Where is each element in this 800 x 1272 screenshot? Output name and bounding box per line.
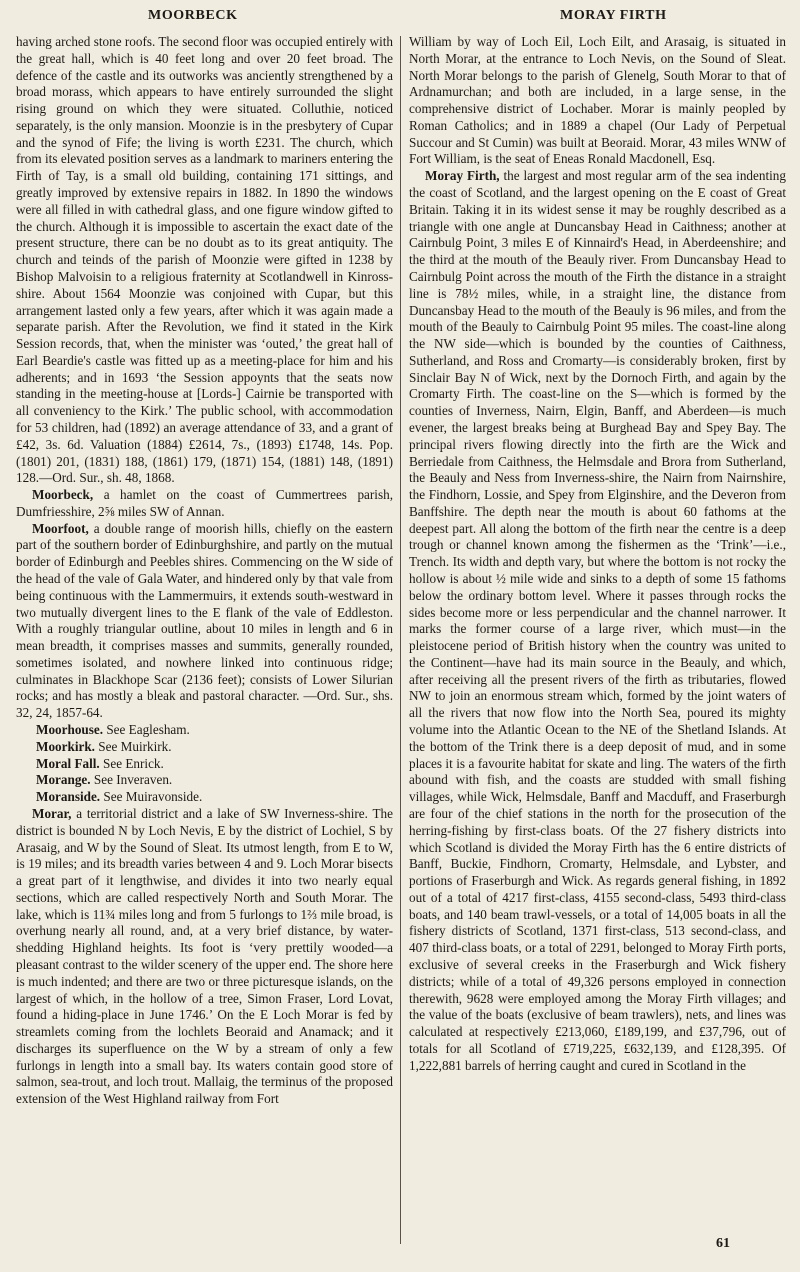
entry-moral-fall [16,756,393,773]
entry-headword: Moorfoot, [32,520,89,536]
page-number: 61 [716,1236,730,1251]
entry-moray-firth [409,168,786,1074]
morar-continuation: William by way of Loch Eil, Loch Eilt, and Arasaig, is situated in North Morar, at the entrance to Loch Nevis, on the Sound of Sleat. North Morar belongs to the parish of Glenelg, South Morar to that of Ardnamurchan; and both are included, in a large sense, in the comprehensive district of Lochaber. Morar is mainly peopled by Roman Catholics; and in 1889 a chapel (Our Lady of Perpetual Succour and St Cumin) was built at Beoraid. Morar, 43 miles WNW of Fort William, is the seat of Eneas Ronald Macdonell, Esq. [409,34,786,167]
cross-reference: See Eaglesham. [103,722,190,738]
entry-headword: Moral Fall. [36,755,100,771]
entry-headword: Moray Firth, [425,168,500,184]
column-divider [400,36,401,1244]
entry-headword: Moorhouse. [36,722,104,738]
header-right-title: MORAY FIRTH [560,8,667,23]
entry-text: a territorial district and a lake of SW Inverness-shire. The district is bounded N by Loch Nevis, E by the district of Lochiel, S by Arasaig, and W by the Sound of Sleat. Its utmost length, from E to W, is 19 miles; and its breadth varies between 4 and 9. Loch Morar bisects a great part of it lengthwise, and divides it into two nearly equal sections, which are called respectively North and South Morar. The lake, which is 11¾ miles long and from 5 furlongs to 1⅔ mile broad, is overhung nearly all round, and, at a very brief distance, by water-shedding Highland heights. Its foot is ‘very prettily wooded—a pleasant contrast to the wilder scenery of the upper end. The shore here is much indented; and there are two or three picturesque islands, on the largest of which, in the hollow of a tree, Simon Fraser, Lord Lovat, found a hiding-place in June 1746.’ On the E Loch Morar is fed by streamlets coming from the lochlets Beoraid and Anamack; and it discharges its superfluence on the W by a stream of only a few furlongs in length into a small bay. Its waters contain good store of salmon, sea-trout, and loch trout. Mallaig, the terminus of the proposed extension of the West Highland railway from Fort [16,805,393,1107]
entry-moorfoot [16,521,393,722]
right-column [409,34,786,1074]
cross-reference: See Inveraven. [90,772,173,788]
entry-text: a double range of moorish hills, chiefly on the eastern part of the southern border of Edinburghshire, and partly on the mutual border of Edinburgh and Peebles shires. Commencing on the W side of the head of the vale of Gala Water, and hindered only by that vale from being continuous with the Lammermuirs, it extends south-westward in two mutually divergent lines to the E flank of the vale of Eddleston. With a roughly triangular outline, about 10 miles in length and 6 in mean breadth, it comprises masses and summits, generally rounded, sometimes isolated, and nowhere linked into continuous ridge; culminates in Blackhope Scar (2136 feet); consists of Lower Silurian rocks; and has mostly a bleak and pastoral character. —Ord. Sur., shs. 32, 24, 1857-64. [16,520,393,721]
header-left-title: MOORBECK [148,8,238,23]
entry-headword: Morar, [32,805,72,821]
cross-reference: See Enrick. [99,755,164,771]
entry-moorbeck [16,487,393,521]
entry-headword: Moorkirk. [36,738,95,754]
moonzie-continuation: having arched stone roofs. The second floor was occupied entirely with the great hall, which is 40 feet long and over 20 feet broad. The defence of the castle and its outworks was anciently strengthened by a broad morass, which appears to have entirely surrounded the slight rising ground on which they were situated. Colluthie, noticed separately, is the only mansion. Moonzie is in the presbytery of Cupar and the synod of Fife; the living is worth £231. The church, which from its elevated position serves as a landmark to mariners entering the Firth of Tay, is a small old building, containing 171 sittings, and greatly improved by extensive repairs in 1882. In 1890 the windows were all filled in with cathedral glass, and one figure window gifted to the church. Although it is impossible to ascertain the exact date of the present structure, there can be no doubt as to its great antiquity. The church and teinds of the parish of Moonzie were gifted in 1238 by Bishop Malvoisin to a religious fraternity at Scotlandwell in Kinross-shire. About 1564 Moonzie was conjoined with Cupar, but this arrangement lasted only a few years, after which it was again made a separate parish. After the Revolution, we find it stated in the Kirk Session records, that, when the minister was ‘outed,’ the great hall of Earl Beardie's castle was fitted up as a meeting-place for him and his adherents; and in 1693 ‘the Session appoynts that the seats now standing in the meeting-house at [Lords-] Cairnie be transported with all conveniency to the Kirk.’ The public school, with accommodation for 53 children, had (1892) an average attendance of 33, and a grant of £42, 3s. 6d. Valuation (1884) £2614, 7s., (1893) £1748, 14s. Pop. (1801) 201, (1831) 188, (1861) 179, (1871) 154, (1881) 148, (1891) 128.—Ord. Sur., sh. 48, 1868. [16,34,393,486]
cross-reference: See Muirkirk. [94,738,172,754]
entry-morar [16,806,393,1108]
entry-headword: Morange. [36,772,91,788]
entry-morange [16,772,393,789]
entry-headword: Moranside. [36,789,101,805]
entry-headword: Moorbeck, [32,487,94,503]
entry-moorhouse [16,722,393,739]
entry-text: the largest and most regular arm of the sea indenting the coast of Scotland, and the largest opening on the E coast of Great Britain. Taking it in its widest sense it may be roughly described as a triangle with one angle at Duncansbay Head in Caithness; another at Cairnbulg Point, 3 miles E of Kinnaird's Head, in Aberdeenshire; and the third at the mouth of the Beauly river. From Duncansbay Head to Cairnbulg Point across the mouth of the Firth the distance in a straight line is 78½ miles, while, in a straight line, the distance from Duncansbay Head to the mouth of the Beauly is 96 miles, and from the mouth of the Beauly to Cairnbulg Point 95 miles. The coast-line along the NW side—which is bounded by the counties of Caithness, Sutherland, and Ross and Cromarty—is considerably broken, first by Sinclair Bay N of Wick, next by the Dornoch Firth, and again by the Cromarty Firth. The coast-line on the S—which is formed by the counties of Inverness, Nairn, Elgin, Banff, and Aberdeen—is much evener, the largest breaks being at Burghead Bay and Spey Bay. The principal rivers flowing directly into the firth are the Wick and Berriedale from Caithness, the Helmsdale and Brora from Sutherland, the Beauly and Ness from Inverness-shire, the Nairn from Nairnshire, the Findhorn, Lossie, and Spey from Elginshire, and the Deveron from Banffshire. The depth near the mouth is about 60 fathoms at the deepest part. All along the bottom of the firth near the centre is a deep trough or channel known among the fishermen as the ‘Trink’—i.e., Trench. Its width and depth vary, but where the bottom is not rocky the hollow is about ½ mile wide and sinks to a depth of some 15 fathoms below the ordinary bottom level. Where it passes through rocks the sides become more or less perpendicular and the channel narrower. It marks the former course of a large river, which must—in the pleistocene period of British history when the country was united to the Continent—have had its main source in the Beauly, and which, after receiving all the present rivers of the firth as tributaries, flowed NW to join an enormous stream which, formed by the joint waters of all the rivers that now flow into the North Sea, poured its mighty volume into the Atlantic Ocean to the NE of the Shetland Islands. At the bottom of the Trink there is a deep deposit of mud, and in some places it is a favourite habitat for skate and ling. The waters of the firth abound with fish, and the coasts are studded with small fishing villages, while Wick, Helmsdale, Banff and Macduff, and Fraserburgh are four of the chief stations in the north for the prosecution of the herring-fishing by first-class boats. Of the 27 fishery districts into which Scotland is divided the Moray Firth has the 6 entire districts of Banff, Buckie, Findhorn, Cromarty, Helmsdale, and Lybster, and portions of Fraserburgh and Wick. As regards general fishing, in 1892 out of a total of 4217 first-class, 4155 second-class, 5493 third-class boats, and 140 beam trawl-vessels, or a total of 14,005 boats in all the fishery districts of Scotland, 1371 first-class, 513 second-class, and 407 third-class boats, or a total of 2291, belonged to Moray Firth ports, exclusive of several creeks in the Fraserburgh and Wick fishery districts; while of a total of 49,326 persons employed in connection therewith, 9628 were employed among the Moray Firth villages; and the value of the boats (exclusive of beam trawlers), nets, and lines was calculated at respectively £213,060, £189,199, and £37,796, out of totals for all Scotland of £719,225, £632,139, and £128,395. Of 1,222,881 barrels of herring caught and cured in Scotland in the [409,168,786,1073]
cross-reference: See Muiravonside. [100,789,203,805]
entry-moranside [16,789,393,806]
entry-moorkirk [16,739,393,756]
entry-text: a hamlet on the coast of Cummertrees parish, Dumfriesshire, 2⅝ miles SW of Annan. [16,487,393,519]
running-header [0,8,800,30]
left-column [16,34,393,1108]
